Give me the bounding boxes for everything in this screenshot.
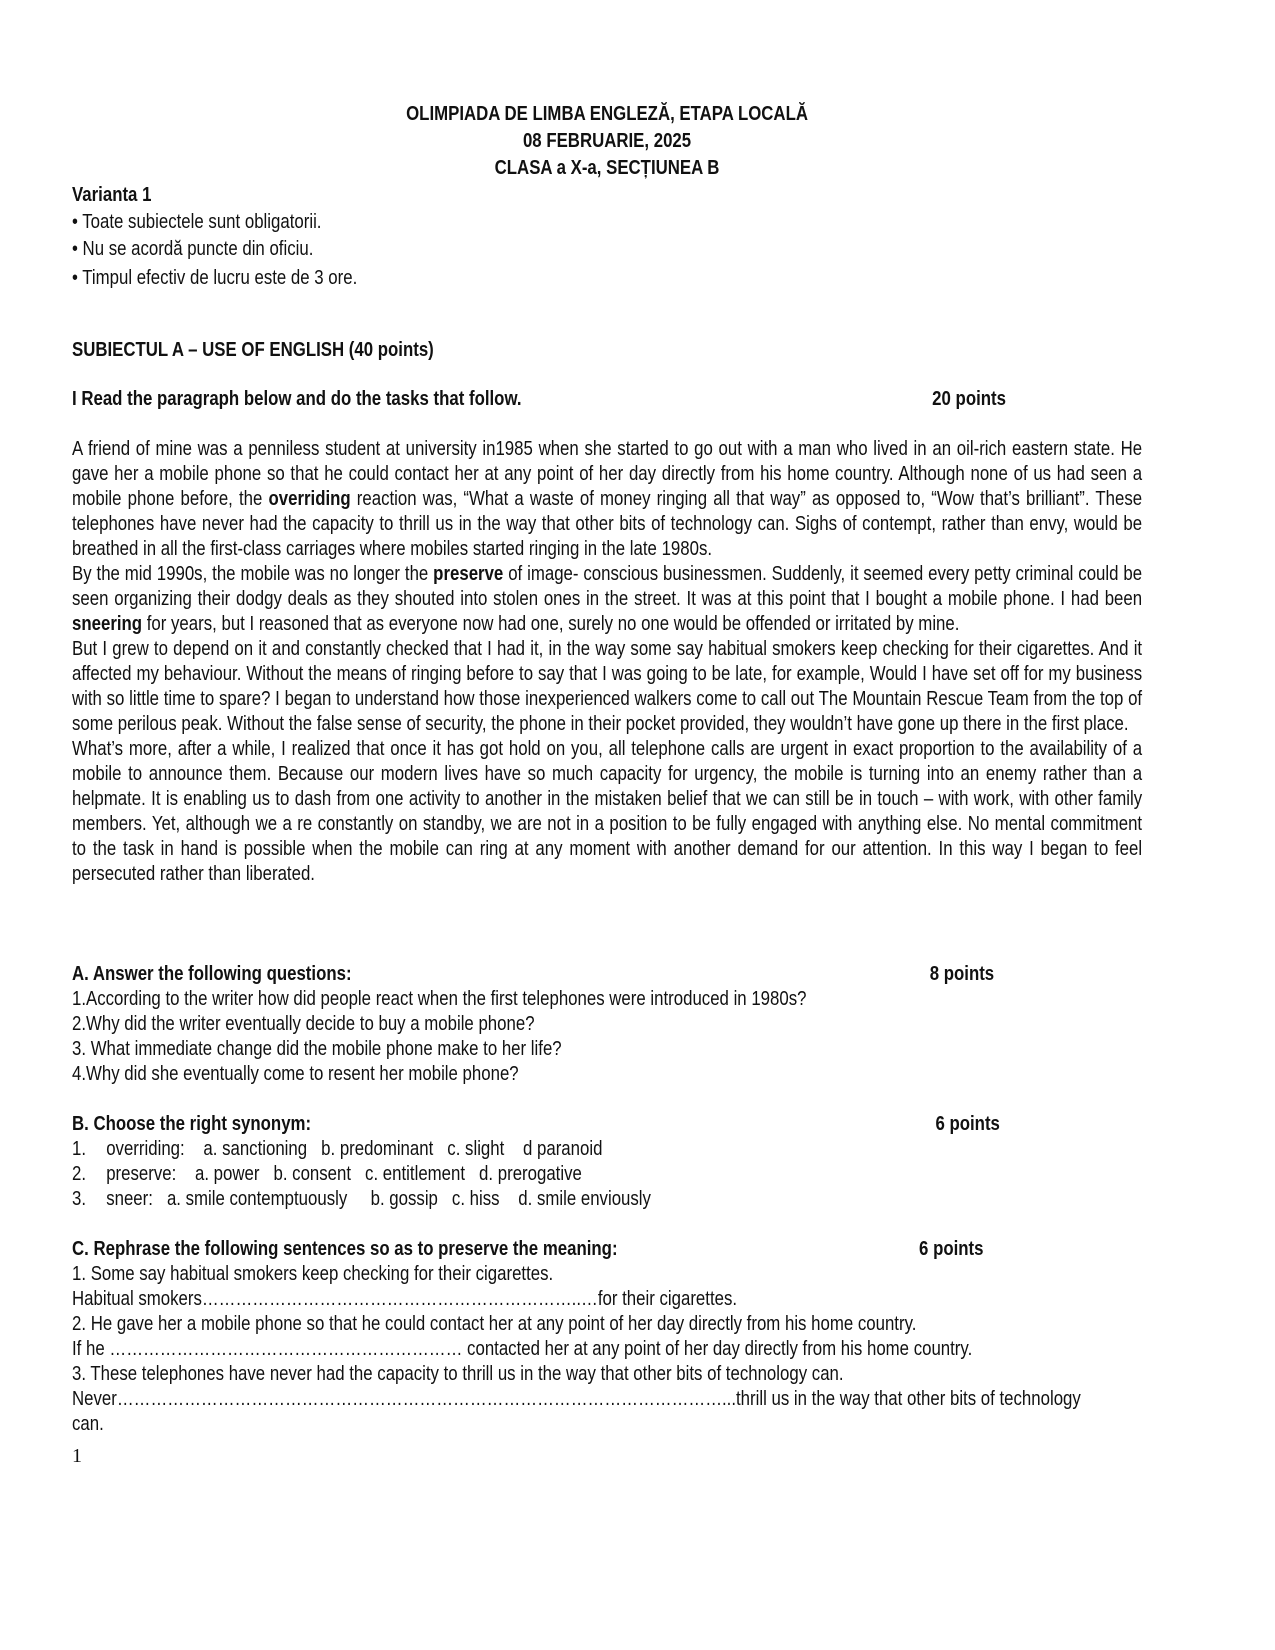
option: d paranoid <box>522 1137 603 1160</box>
rephrase-line: If he ……………………………………………………… contacted her at any point of her day directly from his home country. <box>72 1337 973 1360</box>
item-word: preserve: <box>106 1162 177 1185</box>
rephrase-line: 3. These telephones have never had the capacity to thrill us in the way that other bits of technology can. <box>72 1362 844 1385</box>
highlighted-word: preserve <box>433 562 504 585</box>
question: 1.According to the writer how did people react when the first telephones were introduced in 1980s? <box>72 987 807 1010</box>
option: b. gossip <box>370 1187 438 1210</box>
rule-item: • Nu se acordă puncte din oficiu. <box>72 237 314 260</box>
passage-text: By the mid 1990s, the mobile was no longer the <box>72 562 434 585</box>
passage-text: A friend of mine was a penniless student at university in1985 when she started to go out with a man who lived in an oil-rich eastern state. He gave her a mobile phone so that he could contact her at any point of her day directly from his home country. Although none of us had seen a mobile phone before, the <box>72 437 1143 510</box>
item-number: 1. <box>72 1137 87 1160</box>
option: a. sanctioning <box>203 1137 308 1160</box>
section-c-points: 6 points <box>919 1237 984 1260</box>
page-number: 1 <box>72 1445 82 1467</box>
synonym-item <box>72 1186 1142 1211</box>
option: a. smile contemptuously <box>166 1187 348 1210</box>
passage-text: What’s more, after a while, I realized that once it has got hold on you, all telephone calls are urgent in exact proportion to the availability of a mobile to announce them. Because our modern lives have so much capacity for urgency, the mobile is turning into an enemy rather than a helpmate. It is enabling us to dash from one activity to another in the mistaken belief that we can still be in touch – with work, with other family members. Yet, although we a re constantly on standby, we are not in a position to be fully engaged with anything else. No mental commitment to the task in hand is possible when the mobile can ring at any moment with another demand for our attention. In this way I began to feel persecuted rather than liberated. <box>72 737 1143 885</box>
item-word: sneer: <box>106 1187 153 1210</box>
task-points: 20 points <box>932 387 1006 410</box>
item-number: 3. <box>72 1187 87 1210</box>
section-b-points: 6 points <box>935 1112 1000 1135</box>
rule-item: • Timpul efectiv de lucru este de 3 ore. <box>72 266 358 289</box>
passage-text: But I grew to depend on it and constantly checked that I had it, in the way some say habitual smokers keep checking for their cigarettes. And it affected my behaviour. Without the means of ringing before to say that I was going to be late, for example, Would I have set off for my business with so little time to spare? I began to understand how those inexperienced walkers come to call out The Mountain Rescue Team from the top of some perilous peak. Without the false sense of security, the phone in their pocket provided, they wouldn’t have gone up there in the first place. <box>72 637 1143 735</box>
rephrase-line: 2. He gave her a mobile phone so that he could contact her at any point of her day directly from his home country. <box>72 1312 917 1335</box>
task-heading <box>72 386 1142 411</box>
item-number: 2. <box>72 1162 87 1185</box>
task-label: I Read the paragraph below and do the tasks that follow. <box>72 387 522 410</box>
passage-text: reaction was, “What a waste of money ringing all that way” as opposed to, “Wow that’s brilliant”. These telephones have never had the capacity to thrill us in the way that other bits of technology can. Sighs of contempt, rather than envy, would be breathed in all the first-class carriages where mobiles started ringing in the late 1980s. <box>72 487 1143 560</box>
section-b-label: B. Choose the right synonym: <box>72 1112 312 1135</box>
section-c <box>72 1236 1142 1436</box>
subject-heading: SUBIECTUL A – USE OF ENGLISH (40 points) <box>72 338 434 361</box>
question: 2.Why did the writer eventually decide to buy a mobile phone? <box>72 1012 535 1035</box>
rephrase-line: Never………………………………………………………………………………………………...thrill us in the way that other bits of technology can. <box>72 1387 1081 1435</box>
option: c. hiss <box>451 1187 500 1210</box>
option: a. power <box>194 1162 260 1185</box>
synonym-item <box>72 1161 1142 1186</box>
passage-text: for years, but I reasoned that as everyone now had one, surely no one would be offended or irritated by mine. <box>142 612 960 635</box>
passage-text: of image- conscious businessmen. Suddenly, it seemed every petty criminal could be seen organizing their dodgy deals as they shouted into stolen ones in the street. It was at this point that I bought a mobile phone. I had been <box>72 562 1143 610</box>
option: d. prerogative <box>479 1162 582 1185</box>
section-a <box>72 961 1142 1086</box>
rephrase-line: Habitual smokers…………………………………………………………..…for their cigarettes. <box>72 1287 738 1310</box>
passage-paragraph <box>72 436 1142 561</box>
section-a-label: A. Answer the following questions: <box>72 962 352 985</box>
passage-paragraph <box>72 636 1142 736</box>
question: 3. What immediate change did the mobile phone make to her life? <box>72 1037 562 1060</box>
passage-paragraph <box>72 561 1142 636</box>
passage-paragraph <box>72 736 1142 886</box>
rule-item: • Toate subiectele sunt obligatorii. <box>72 210 322 233</box>
rephrase-line: 1. Some say habitual smokers keep checking for their cigarettes. <box>72 1262 554 1285</box>
option: d. smile enviously <box>518 1187 651 1210</box>
question: 4.Why did she eventually come to resent her mobile phone? <box>72 1062 519 1085</box>
section-a-points: 8 points <box>929 962 995 985</box>
exam-class: CLASA a X-a, SECȚIUNEA B <box>494 156 720 179</box>
reading-passage <box>72 436 1142 886</box>
option: b. consent <box>273 1162 352 1185</box>
section-b <box>72 1111 1142 1211</box>
highlighted-word: sneering <box>72 612 143 635</box>
item-word: overriding: <box>106 1137 185 1160</box>
highlighted-word: overriding <box>268 487 351 510</box>
option: b. predominant <box>321 1137 434 1160</box>
option: c. entitlement <box>365 1162 466 1185</box>
exam-title: OLIMPIADA DE LIMBA ENGLEZĂ, ETAPA LOCALĂ <box>406 102 808 125</box>
variant-label: Varianta 1 <box>72 183 152 206</box>
section-c-label: C. Rephrase the following sentences so as to preserve the meaning: <box>72 1237 618 1260</box>
exam-date: 08 FEBRUARIE, 2025 <box>522 129 692 152</box>
option: c. slight <box>447 1137 505 1160</box>
synonym-item <box>72 1136 1142 1161</box>
